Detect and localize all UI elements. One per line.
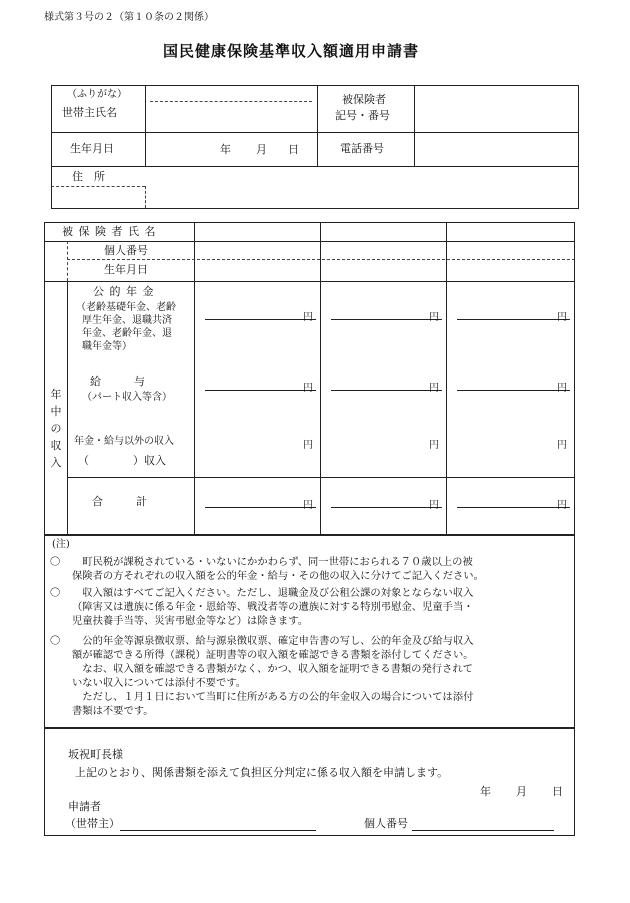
- insured-name-field-3[interactable]: [447, 223, 574, 240]
- insured-name-field-2[interactable]: [321, 223, 445, 240]
- insured-number-field[interactable]: [415, 86, 578, 132]
- personal-number-field-2[interactable]: [321, 242, 445, 258]
- yen-unit: 円: [557, 383, 567, 394]
- note-line: ただし、１月１日において当町に住所がある方の公的年金収入の場合については添付: [72, 691, 474, 703]
- other-income-type-label: （ ）収入: [78, 454, 166, 467]
- insured-label: 被保険者: [342, 93, 386, 106]
- householder-name-label: 世帯主氏名: [62, 106, 117, 119]
- phone-label: 電話番号: [340, 142, 384, 155]
- yen-unit: 円: [303, 312, 313, 323]
- application-date-day: 日: [552, 785, 563, 798]
- applicant-householder-label: （世帯主）: [65, 817, 120, 830]
- application-statement: 上記のとおり、関係書類を添えて負担区分判定に係る収入額を申請します。: [75, 766, 449, 779]
- salary-amount-line-3[interactable]: [457, 390, 570, 391]
- total-label: 合 計: [92, 495, 147, 508]
- yen-unit: 円: [429, 312, 439, 323]
- yen-unit: 円: [557, 312, 567, 323]
- birthdate-field[interactable]: [146, 133, 316, 165]
- yen-unit: 円: [429, 383, 439, 394]
- note-bullet: 〇: [50, 635, 61, 647]
- birthdate-day-label: 日: [288, 143, 299, 156]
- address-guide-line: [51, 186, 145, 187]
- birthdate-field-1[interactable]: [195, 260, 319, 280]
- notes-heading: (注): [52, 539, 70, 550]
- birthdate-field-2[interactable]: [321, 260, 445, 280]
- note-bullet: 〇: [50, 587, 61, 599]
- yen-unit: 円: [557, 440, 567, 451]
- birthdate-month-label: 月: [256, 143, 267, 156]
- address-field[interactable]: [146, 167, 578, 208]
- yen-unit: 円: [303, 440, 313, 451]
- pension-note: 年金、老齢年金、退: [82, 328, 172, 339]
- income-birthdate-label: 生年月日: [104, 263, 148, 276]
- application-date-month: 月: [516, 785, 527, 798]
- note-line: 保険者の方それぞれの収入額を公的年金・給与・その他の収入に分けてご記入ください。: [72, 570, 484, 582]
- pension-label: 公 的 年 金: [93, 285, 155, 298]
- pension-amount-line-2[interactable]: [331, 319, 442, 320]
- birthdate-field-3[interactable]: [447, 260, 574, 280]
- note-line: 公的年金等源泉徴収票、給与源泉徴収票、確定申告書の写し、公的年金及び給与収入: [72, 635, 474, 647]
- applicant-personal-number-line[interactable]: [412, 830, 554, 831]
- note-line: 町民税が課税されている・いないにかかわらず、同一世帯におられる７０歳以上の被: [72, 556, 473, 568]
- applicant-name-line[interactable]: [120, 830, 316, 831]
- application-date-field[interactable]: [450, 782, 570, 800]
- page-title: 国民健康保険基準収入額適用申請書: [163, 42, 420, 60]
- yen-unit: 円: [303, 383, 313, 394]
- annual-income-section-label: 年中の収入: [50, 388, 62, 469]
- header-col-divider: [317, 85, 318, 166]
- pension-amount-line-3[interactable]: [457, 319, 570, 320]
- furigana-label: （ふりがな）: [67, 89, 127, 100]
- note-line: なお、収入額を確認できる書類がなく、かつ、収入額を証明できる書類の発行されて: [72, 663, 473, 675]
- birthdate-year-label: 年: [220, 143, 231, 156]
- yen-unit: 円: [429, 500, 439, 511]
- income-row-divider: [67, 477, 575, 478]
- address-label: 住 所: [72, 170, 105, 183]
- addressee: 坂祝町長様: [68, 748, 123, 761]
- income-row-divider: [44, 281, 575, 282]
- note-bullet: 〇: [50, 556, 61, 568]
- personal-number-label: 個人番号: [104, 244, 148, 257]
- note-line: いない収入については添付不要です。: [72, 677, 247, 689]
- salary-label: 給 与: [90, 375, 145, 388]
- applicant-personal-number-label: 個人番号: [364, 817, 408, 830]
- salary-note: （パート収入等含）: [82, 392, 172, 403]
- note-line: （障害又は遺族に係る年金・恩給等、戦没者等の遺族に対する特別弔慰金、児童手当・: [72, 601, 474, 613]
- total-amount-line-3[interactable]: [457, 507, 570, 508]
- householder-name-field[interactable]: [146, 103, 316, 131]
- pension-amount-line-1[interactable]: [205, 319, 316, 320]
- phone-field[interactable]: [415, 133, 578, 165]
- pension-note: 職年金等）: [82, 341, 132, 352]
- note-line: 収入額はすべてご記入ください。ただし、退職金及び公租公課の対象とならない収入: [72, 587, 474, 599]
- insured-name-label: 被 保 険 者 氏 名: [62, 225, 157, 238]
- applicant-label: 申請者: [68, 800, 101, 813]
- salary-amount-line-2[interactable]: [331, 390, 442, 391]
- insured-name-field-1[interactable]: [195, 223, 319, 240]
- birthdate-label: 生年月日: [70, 142, 114, 155]
- total-amount-line-2[interactable]: [331, 507, 442, 508]
- pension-note: 厚生年金、退職共済: [82, 315, 172, 326]
- salary-amount-line-1[interactable]: [205, 390, 316, 391]
- yen-unit: 円: [557, 500, 567, 511]
- pension-note: （老齢基礎年金、老齢: [76, 302, 176, 313]
- personal-number-field-1[interactable]: [195, 242, 319, 258]
- application-date-year: 年: [480, 785, 491, 798]
- form-code: 様式第３号の２（第１０条の２関係）: [44, 12, 214, 23]
- note-line: 児童扶養手当等、災害弔慰金等など）は除きます。: [72, 615, 309, 627]
- yen-unit: 円: [429, 440, 439, 451]
- total-amount-line-1[interactable]: [205, 507, 316, 508]
- note-line: 書類は不要です。: [72, 705, 154, 717]
- furigana-field[interactable]: [146, 86, 316, 102]
- insured-number-label: 記号・番号: [335, 109, 390, 122]
- section-col-divider: [67, 281, 68, 535]
- note-line: 額が確認できる所得（課税）証明書等の収入額を確認できる書類を添付してください。: [72, 649, 474, 661]
- other-income-label: 年金・給与以外の収入: [74, 436, 174, 447]
- yen-unit: 円: [303, 500, 313, 511]
- personal-number-field-3[interactable]: [447, 242, 574, 258]
- income-dashed-bracket: [67, 241, 68, 281]
